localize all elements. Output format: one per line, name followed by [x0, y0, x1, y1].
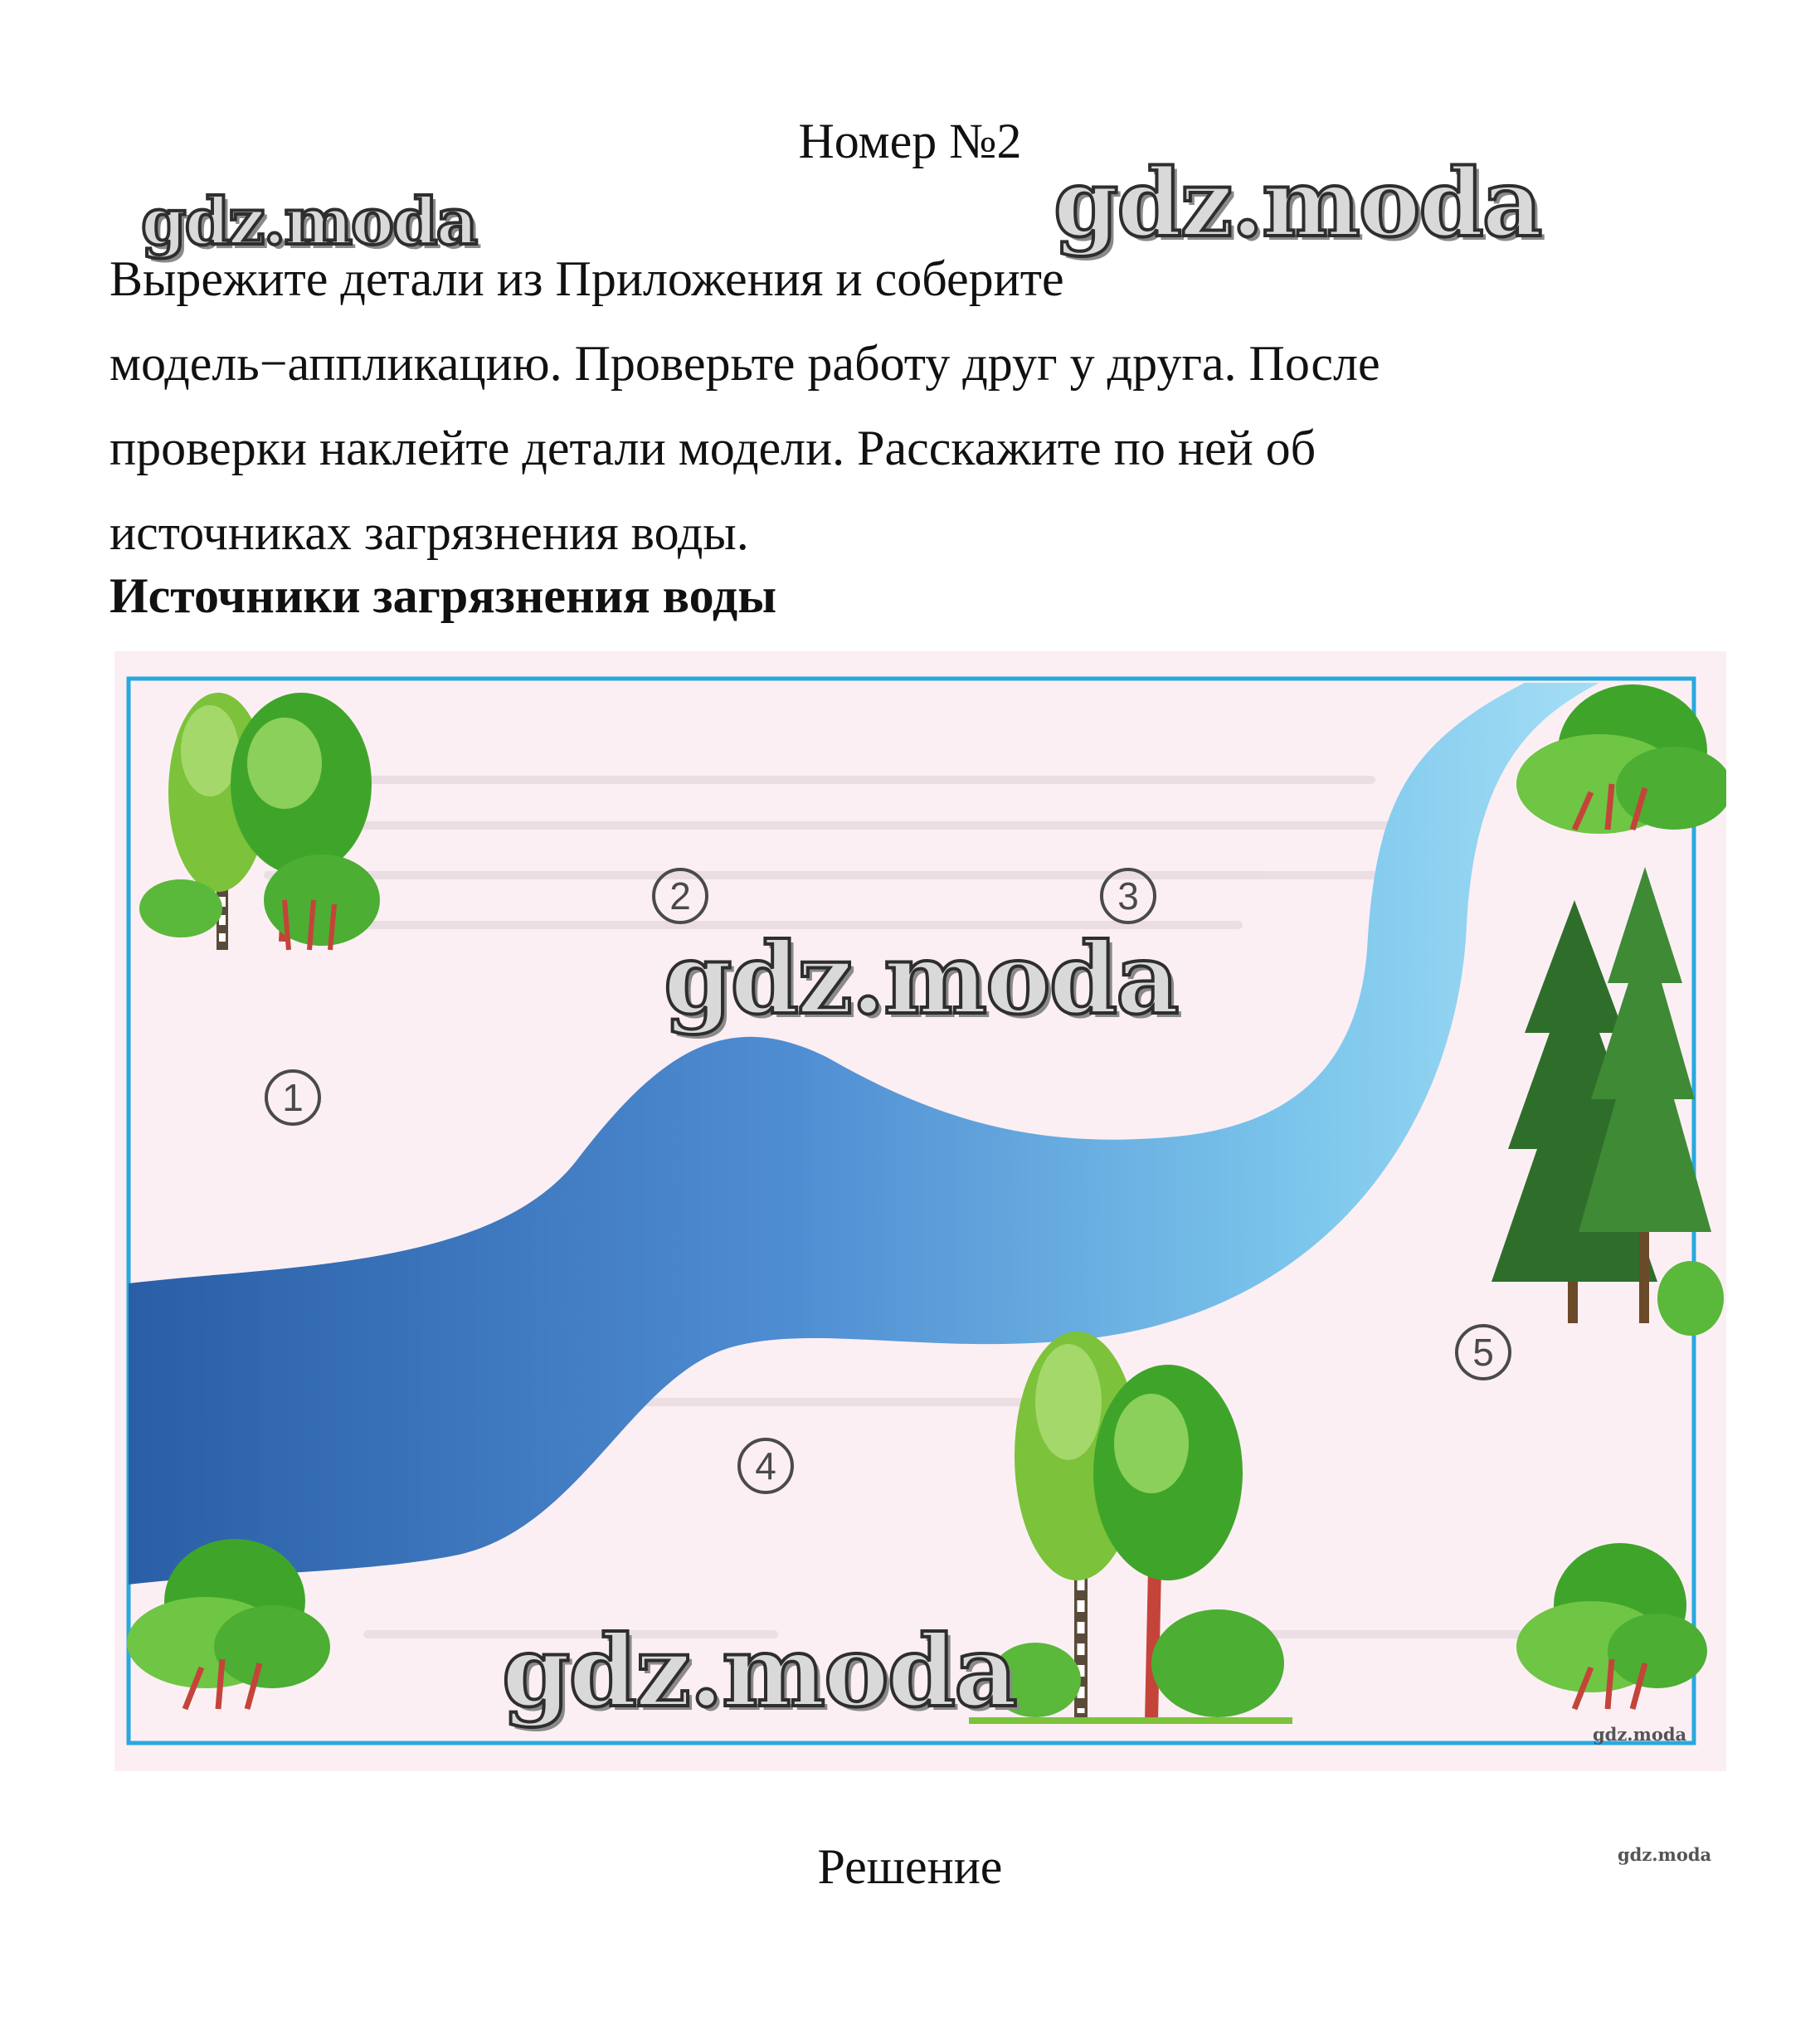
svg-text:3: 3: [1117, 874, 1139, 918]
task-text: [109, 236, 1603, 575]
watermark: gdz.moda: [1054, 149, 1541, 258]
watermark-small: gdz.moda: [1618, 1844, 1712, 1865]
task-line: Вырежите детали из Приложения и соберите: [109, 251, 1064, 306]
task-line: модель−аппликацию. Проверьте работу друг у друга. После: [109, 336, 1380, 391]
task-line: источниках загрязнения воды.: [109, 505, 749, 560]
svg-text:2: 2: [669, 874, 691, 918]
watermark: gdz.moda: [141, 184, 477, 260]
page-title: Номер №2: [798, 114, 1022, 168]
svg-text:1: 1: [282, 1076, 304, 1119]
watermark-small: gdz.moda: [1593, 1724, 1687, 1745]
river-pollution-model-image: [114, 651, 1726, 1771]
solution-label: Решение: [817, 1839, 1003, 1894]
task-line: проверки наклейте детали модели. Расскажите по ней об: [109, 421, 1316, 475]
watermark: gdz.moda: [502, 1614, 1016, 1729]
section-heading: Источники загрязнения воды: [109, 568, 777, 623]
svg-text:4: 4: [755, 1444, 776, 1487]
watermark: gdz.moda: [664, 921, 1178, 1036]
svg-text:5: 5: [1472, 1331, 1494, 1374]
